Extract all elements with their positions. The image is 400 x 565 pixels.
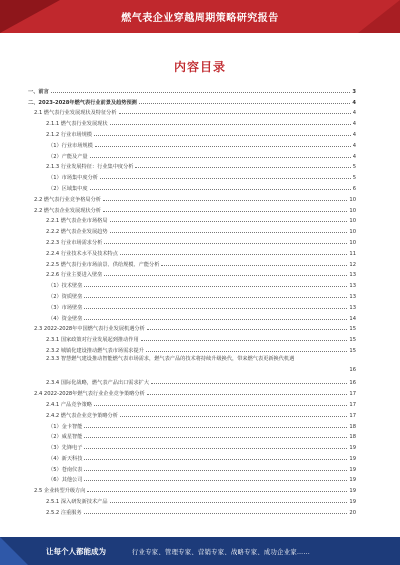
toc-entry-label: （6）其他公司 [48,477,83,484]
toc-entry[interactable] [28,354,356,376]
toc-entry-page: 15 [349,326,356,333]
toc-entry-page: 19 [349,455,356,462]
toc-entry-label: 2.3.4 国际化战略，燃气表产品出口需求扩大 [46,380,150,387]
toc-entry-label: （2）区域集中度 [48,185,88,192]
toc-entry-page: 19 [349,445,356,452]
toc-entry-label: （2）产能及产量 [48,153,88,160]
toc-entry-page: 15 [349,347,356,354]
toc-entry-label: 一、前言 [28,88,49,95]
toc-entry-page: 15 [349,337,356,344]
toc-entry-label: 2.1.2 行业市场规模 [46,131,92,138]
toc-entry-label: 2.1.1 燃气表行业发展现状 [46,121,108,128]
toc-entry-page: 13 [349,283,356,290]
page-footer [0,537,400,565]
toc-entry[interactable] [28,462,356,473]
toc-entry-page: 16 [349,366,356,373]
toc-entry[interactable] [28,386,356,397]
toc-entry-label: （1）市场集中度分析 [48,175,98,182]
toc-entry-label: （4）新天科技 [48,455,83,462]
toc-leader-dots [84,286,347,287]
toc-leader-dots [87,491,347,492]
toc-entry[interactable] [28,419,356,430]
toc-entry-label: 2.5.1 深入研发新技术产品 [46,499,108,506]
toc-entry[interactable] [28,397,356,408]
toc-entry-page: 20 [349,509,356,516]
toc-entry-page: 16 [349,380,356,387]
toc-leader-dots [94,405,347,406]
toc-entry-label: 2.5 企业转型升级方向 [34,488,86,495]
toc-entry[interactable] [28,440,356,451]
toc-leader-dots [84,513,348,514]
toc-leader-dots [90,157,351,158]
toc-entry-label: 2.2.6 行业主要进入壁垒 [46,272,103,279]
toc-entry-page: 10 [349,229,356,236]
toc-entry[interactable] [28,322,356,333]
toc-leader-dots [146,351,348,352]
toc-entry-label: 2.4 2022-2028年燃气表行业企业竞争策略分析 [34,391,145,398]
toc-entry[interactable] [28,343,356,354]
toc-leader-dots [103,200,347,201]
toc-entry-page: 4 [352,121,356,128]
toc-leader-dots [84,427,347,428]
toc-entry-page: 3 [352,88,356,95]
toc-entry[interactable] [28,84,356,95]
toc-entry-page: 19 [349,477,356,484]
toc-entry-label: 2.3.1 国家政策对行业发展起到推动作用 [46,337,139,344]
toc-entry-page: 10 [349,196,356,203]
toc-leader-dots [110,124,351,125]
toc-entry-label: （2）威星智能 [48,434,83,441]
toc-leader-dots [139,103,351,104]
toc-leader-dots [84,437,347,438]
toc-entry[interactable] [28,505,356,516]
toc-entry-label: 2.5.2 注重服务 [46,509,82,516]
toc-entry[interactable] [28,332,356,343]
toc-leader-dots [51,92,351,93]
toc-entry[interactable] [28,106,356,117]
toc-entry-label: 2.1.3 行业发展特征：行业集中度分析 [46,164,134,171]
toc-entry-page: 13 [349,293,356,300]
toc-entry-page: 19 [349,499,356,506]
report-title: 燃气表企业穿越周期策略研究报告 [121,13,279,24]
toc-entry-label: （3）先锋电子 [48,445,83,452]
toc-entry-label: 2.2 燃气表企业发展现状分析 [34,207,101,214]
toc-entry[interactable] [28,160,356,171]
toc-entry-page: 6 [352,185,356,192]
toc-entry[interactable] [28,483,356,494]
toc-entry-page: 17 [349,391,356,398]
toc-leader-dots [110,502,348,503]
toc-leader-dots [84,448,347,449]
toc-entry-page: 13 [349,304,356,311]
toc-leader-dots [90,189,351,190]
toc-entry-page: 4 [352,99,356,106]
toc-entry[interactable] [28,192,356,203]
toc-entry[interactable] [28,170,356,181]
toc-entry-page: 4 [352,142,356,149]
toc-leader-dots [141,340,348,341]
toc-leader-dots [94,135,351,136]
toc-entry-page: 17 [349,412,356,419]
toc-entry-page: 5 [352,164,356,171]
toc-entry[interactable] [28,408,356,419]
toc-entry[interactable] [28,149,356,160]
toc-entry-page: 11 [349,250,356,257]
toc-entry-page: 14 [349,315,356,322]
toc-entry[interactable] [28,494,356,505]
toc-entry[interactable] [28,235,356,246]
toc-entry[interactable] [28,289,356,300]
toc-entry-page: 5 [352,175,356,182]
toc-entry-page: 10 [349,239,356,246]
toc-entry-label: （5）苍南仪表 [48,466,83,473]
toc-entry-label: 2.2.2 燃气表企业发展趋势 [46,229,108,236]
toc-leader-dots [84,459,347,460]
toc-entry[interactable] [28,224,356,235]
toc-entry-label: 2.2.4 行业技术水平及技术特点 [46,250,118,257]
toc-leader-dots [110,221,348,222]
toc-entry-page: 10 [349,207,356,214]
toc-entry[interactable] [28,268,356,279]
toc-leader-dots [84,480,347,481]
toc-entry[interactable] [28,116,356,127]
toc-leader-dots [161,265,347,266]
toc-entry-label: （2）资质壁垒 [48,293,83,300]
toc-leader-dots [120,254,347,255]
toc-entry-label: 2.2.3 行业市场需求分析 [46,239,103,246]
toc-leader-dots [135,167,350,168]
toc-entry[interactable] [28,376,356,387]
toc-entry-label: 2.3.3 智慧燃气建设推动智能燃气表市场需求，燃气表产品的技术将持续升级换代，带来燃气表更新换代机遇 [46,355,295,362]
toc-entry[interactable] [28,473,356,484]
toc-leader-dots [95,146,351,147]
toc-entry[interactable] [28,278,356,289]
toc-entry-page: 13 [349,272,356,279]
toc-entry[interactable] [28,257,356,268]
toc-entry-label: 2.2.1 燃气表企业市场格局 [46,218,108,225]
toc-leader-dots [84,297,347,298]
toc-entry-page: 10 [349,218,356,225]
footer-slogan: 让每个人都能成为 [46,547,106,556]
toc-entry[interactable] [28,311,356,322]
toc-leader-dots [104,243,347,244]
toc-entry[interactable] [28,430,356,441]
toc-entry[interactable] [28,300,356,311]
toc-leader-dots [84,308,347,309]
toc-entry-label: （1）技术壁垒 [48,283,83,290]
toc-leader-dots [147,329,348,330]
toc-entry[interactable] [28,181,356,192]
toc-leader-dots [100,178,351,179]
footer-subtitle: 行业专家、管理专家、营销专家、战略专家、成功企业家…… [132,549,311,556]
toc-leader-dots [151,383,347,384]
toc-leader-dots [147,394,348,395]
toc-entry[interactable] [28,214,356,225]
toc-entry-label: 2.3.2 城镇化建设推动燃气表市场需求提升 [46,347,144,354]
toc-entry-label: （3）市场壁垒 [48,304,83,311]
toc-entry-label: 2.4.1 产品竞争策略 [46,401,92,408]
toc-leader-dots [104,275,347,276]
toc-entry-label: （1）金卡智能 [48,423,83,430]
toc-leader-dots [84,319,347,320]
toc-entry-page: 19 [349,466,356,473]
toc-entry-label: （1）行业市场规模 [48,142,93,149]
toc-leader-dots [120,416,347,417]
toc-leader-dots [103,211,347,212]
footer-decoration [0,537,28,565]
toc-entry[interactable] [28,138,356,149]
toc-entry-label: 2.3 2022-2028年中国燃气表行业发展机遇分析 [34,326,145,333]
toc-entry-page: 4 [352,110,356,117]
toc-entry-label: 2.1 燃气表行业发展现状及特征分析 [34,110,117,117]
toc-entry-page: 12 [349,261,356,268]
toc-leader-dots [110,232,348,233]
toc-entry-page: 4 [352,131,356,138]
toc-entry-page: 18 [349,423,356,430]
toc-entry-page: 19 [349,488,356,495]
page-header [0,0,400,33]
toc-entry[interactable] [28,203,356,214]
toc-entry-page: 18 [349,434,356,441]
toc-entry-page: 4 [352,153,356,160]
toc-entry[interactable] [28,451,356,462]
table-of-contents [28,84,356,516]
toc-entry[interactable] [28,95,356,106]
toc-entry-label: 2.4.2 燃气表企业竞争策略分析 [46,412,118,419]
toc-entry-label: 2.2.5 燃气表行业市场前景、供给规模、产能分析 [46,261,160,268]
toc-title: 内容目录 [173,60,226,74]
toc-leader-dots [84,470,347,471]
toc-entry-label: 二、2023-2028年燃气表行业前景及趋势预测 [28,99,137,106]
toc-leader-dots [119,113,351,114]
toc-entry[interactable] [28,127,356,138]
toc-entry-label: （4）资金壁垒 [48,315,83,322]
toc-entry[interactable] [28,246,356,257]
toc-entry-page: 17 [349,401,356,408]
toc-entry-label: 2.2 燃气表行业竞争格局分析 [34,196,101,203]
